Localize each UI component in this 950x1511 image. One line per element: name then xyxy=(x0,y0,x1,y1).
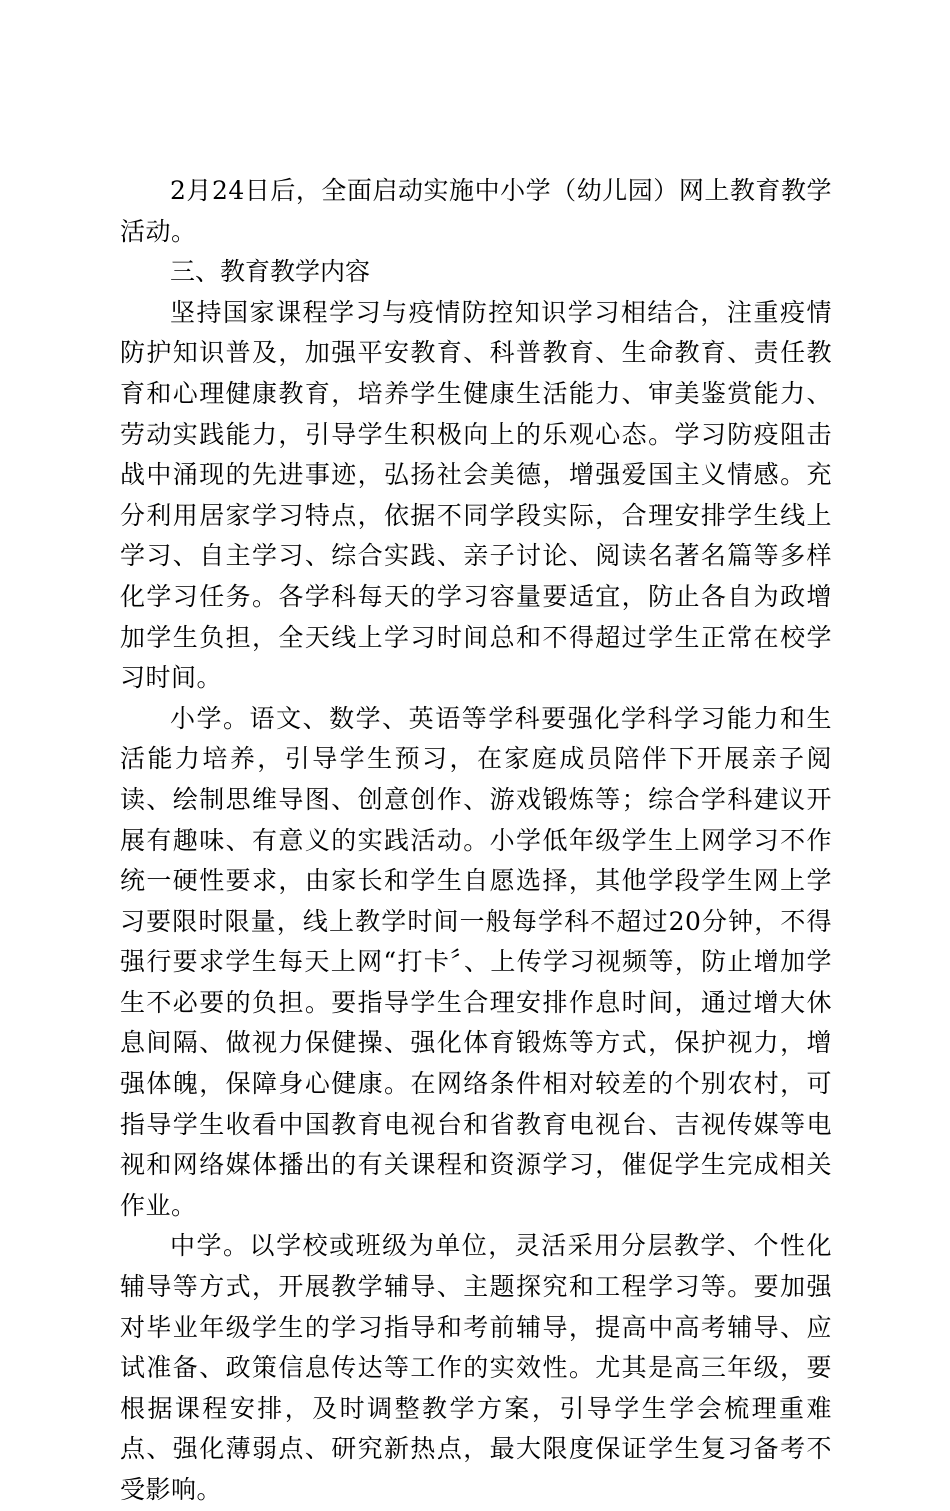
document-page xyxy=(120,171,832,1511)
paragraph-middle-school: 中学。以学校或班级为单位，灵活采用分层教学、个性化辅导等方式，开展教学辅导、主题探究和工程学习等。要加强对毕业年级学生的学习指导和考前辅导，提高中高考辅导、应试准备、政策信息传达等工作的实效性。尤其是高三年级，要根据课程安排，及时调整教学方案，引导学生学会梳理重难点、强化薄弱点、研究新热点，最大限度保证学生复习备考不受影响。 xyxy=(120,1231,832,1504)
paragraph-primary-school: 小学。语文、数学、英语等学科要强化学科学习能力和生活能力培养，引导学生预习，在家庭成员陪伴下开展亲子阅读、绘制思维导图、创意创作、游戏锻炼等；综合学科建议开展有趣味、有意义的实践活动。小学低年级学生上网学习不作统一硬性要求，由家长和学生自愿选择，其他学段学生网上学习要限时限量，线上教学时间一般每学科不超过20分钟，不得强行要求学生每天上网“打卡〞、上传学习视频等，防止增加学生不必要的负担。要指导学生合理安排作息时间，通过增大休息间隔、做视力保健操、强化体育锻炼等方式，保护视力，增强体魄，保障身心健康。在网络条件相对较差的个别农村，可指导学生收看中国教育电视台和省教育电视台、吉视传媒等电视和网络媒体播出的有关课程和资源学习，催促学生完成相关作业。 xyxy=(120,703,832,1220)
section-heading-teaching-content: 三、教育教学内容 xyxy=(170,257,371,287)
paragraph-general-principles: 坚持国家课程学习与疫情防控知识学习相结合，注重疫情防护知识普及，加强平安教育、科普教育、生命教育、责任教育和心理健康教育，培养学生健康生活能力、审美鉴赏能力、劳动实践能力，引导学生积极向上的乐观心态。学习防疫阻击战中涌现的先进事迹，弘扬社会美德，增强爱国主义情感。充分利用居家学习特点，依据不同学段实际，合理安排学生线上学习、自主学习、综合实践、亲子讨论、阅读名著名篇等多样化学习任务。各学科每天的学习容量要适宜，防止各自为政增加学生负担，全天线上学习时间总和不得超过学生正常在校学习时间。 xyxy=(120,297,832,693)
paragraph-online-teaching-start: 2月24日后，全面启动实施中小学（幼儿园）网上教育教学活动。 xyxy=(120,176,832,246)
